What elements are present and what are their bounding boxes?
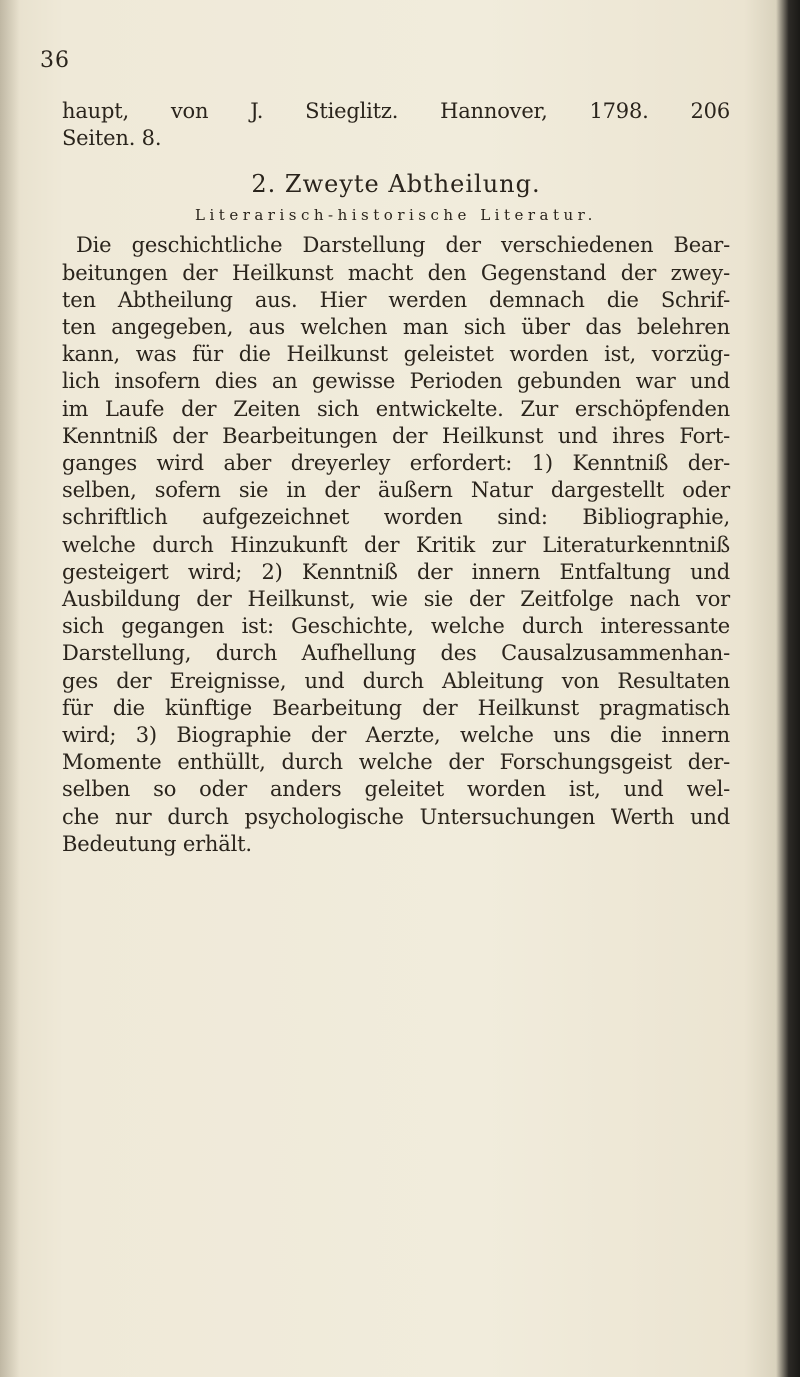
body-line: wird; 3) Biographie der Aerzte, welche uns die innern — [62, 723, 730, 748]
body-paragraph — [62, 232, 730, 858]
body-line: ges der Ereignisse, und durch Ableitung von Resultaten — [62, 668, 730, 693]
body-line: welche durch Hinzukunft der Kritik zur Literaturkenntniß — [62, 532, 730, 557]
body-line: schriftlich aufgezeichnet worden sind: Bibliographie, — [62, 505, 730, 530]
page-number: 36 — [40, 48, 70, 73]
section-heading: 2. Zweyte Abtheilung. — [251, 170, 541, 199]
body-line: sich gegangen ist: Geschichte, welche durch interessante — [62, 614, 730, 639]
gutter-shadow — [0, 0, 20, 1377]
body-line: Kenntniß der Bearbeitungen der Heilkunst und ihres Fort- — [62, 423, 730, 448]
page-content — [62, 98, 730, 858]
body-line: Ausbildung der Heilkunst, wie sie der Zeitfolge nach vor — [62, 587, 730, 612]
body-line: kann, was für die Heilkunst geleistet worden ist, vorzüg- — [62, 342, 730, 367]
body-line: Bedeutung erhält. — [62, 831, 252, 856]
body-line: che nur durch psychologische Untersuchungen Werth und — [62, 804, 730, 829]
body-line: ganges wird aber dreyerley erfordert: 1) Kenntniß der- — [62, 451, 730, 476]
reference-line-2: Seiten. 8. — [62, 126, 162, 151]
section-subheading: Literarisch-historische Literatur. — [195, 206, 597, 225]
body-line: gesteigert wird; 2) Kenntniß der innern Entfaltung und — [62, 559, 730, 584]
body-line: lich insofern dies an gewisse Perioden gebunden war und — [62, 369, 730, 394]
body-line: selben so oder anders geleitet worden ist, und wel- — [62, 777, 730, 802]
body-line: Darstellung, durch Aufhellung des Causalzusammenhan- — [62, 641, 730, 666]
body-line: für die künftige Bearbeitung der Heilkunst pragmatisch — [62, 695, 730, 720]
body-line: ten angegeben, aus welchen man sich über das belehren — [62, 315, 730, 340]
body-line: ten Abtheilung aus. Hier werden demnach die Schrif- — [62, 287, 730, 312]
body-line: Momente enthüllt, durch welche der Forschungsgeist der- — [62, 750, 730, 775]
body-line: beitungen der Heilkunst macht den Gegenstand der zwey- — [62, 260, 730, 285]
body-line: im Laufe der Zeiten sich entwickelte. Zur erschöpfenden — [62, 396, 730, 421]
body-line: selben, sofern sie in der äußern Natur dargestellt oder — [62, 478, 730, 503]
reference-line-1: haupt, von J. Stieglitz. Hannover, 1798. 206 — [62, 99, 730, 123]
body-line: Die geschichtliche Darstellung der verschiedenen Bear- — [76, 233, 730, 258]
